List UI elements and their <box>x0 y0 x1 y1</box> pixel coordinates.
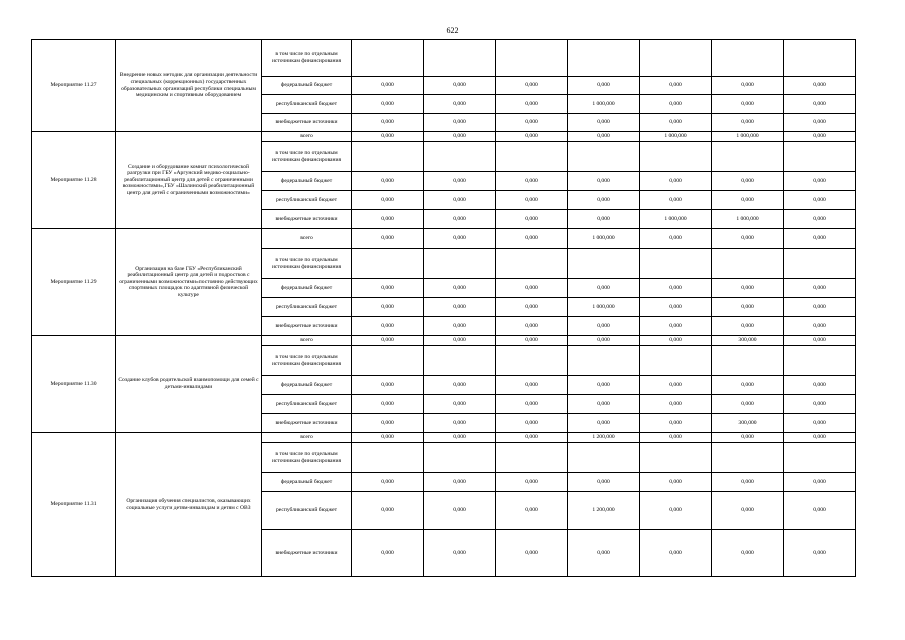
funding-source: федеральный бюджет <box>262 279 352 298</box>
table-row <box>32 40 856 77</box>
amount-cell: 0,000 <box>640 298 712 317</box>
amount-cell: 0,000 <box>712 317 784 336</box>
amount-cell: 0,000 <box>712 229 784 249</box>
amount-cell: 0,000 <box>424 492 496 530</box>
funding-source: республиканский бюджет <box>262 298 352 317</box>
amount-cell: 0,000 <box>352 95 424 114</box>
amount-cell: 0,000 <box>496 229 568 249</box>
funding-source: в том числе по отдельным источникам финансирования <box>262 249 352 279</box>
amount-cell: 0,000 <box>640 473 712 492</box>
amount-cell: 0,000 <box>424 530 496 577</box>
amount-cell: 0,000 <box>640 279 712 298</box>
amount-cell <box>784 249 856 279</box>
funding-source: федеральный бюджет <box>262 77 352 95</box>
amount-cell: 0,000 <box>424 77 496 95</box>
amount-cell: 1 000,000 <box>568 229 640 249</box>
amount-cell: 0,000 <box>784 95 856 114</box>
amount-cell: 0,000 <box>424 433 496 443</box>
funding-source: внебюджетные источники <box>262 114 352 132</box>
amount-cell <box>424 142 496 172</box>
amount-cell: 0,000 <box>784 229 856 249</box>
amount-cell: 0,000 <box>424 114 496 132</box>
amount-cell: 0,000 <box>496 492 568 530</box>
amount-cell: 0,000 <box>640 433 712 443</box>
amount-cell: 0,000 <box>496 132 568 142</box>
funding-source: республиканский бюджет <box>262 95 352 114</box>
amount-cell: 0,000 <box>496 530 568 577</box>
amount-cell: 0,000 <box>712 492 784 530</box>
amount-cell: 0,000 <box>640 317 712 336</box>
table-row <box>32 336 856 346</box>
amount-cell: 0,000 <box>640 492 712 530</box>
amount-cell: 0,000 <box>424 210 496 229</box>
amount-cell: 0,000 <box>424 191 496 210</box>
funding-source: в том числе по отдельным источникам финансирования <box>262 443 352 473</box>
amount-cell: 0,000 <box>352 317 424 336</box>
amount-cell <box>424 40 496 77</box>
amount-cell <box>496 142 568 172</box>
amount-cell <box>496 40 568 77</box>
amount-cell: 0,000 <box>424 395 496 414</box>
amount-cell <box>712 249 784 279</box>
amount-cell: 0,000 <box>568 376 640 395</box>
amount-cell: 0,000 <box>424 336 496 346</box>
amount-cell: 0,000 <box>784 132 856 142</box>
amount-cell: 0,000 <box>712 530 784 577</box>
amount-cell: 0,000 <box>424 172 496 191</box>
amount-cell: 0,000 <box>424 376 496 395</box>
amount-cell <box>640 346 712 376</box>
funding-source: федеральный бюджет <box>262 172 352 191</box>
amount-cell: 1 000,000 <box>568 95 640 114</box>
amount-cell: 0,000 <box>352 191 424 210</box>
amount-cell: 0,000 <box>352 395 424 414</box>
amount-cell: 0,000 <box>352 473 424 492</box>
measure-description: Внедрение новых методик для организации деятельности специальных (коррекционных) государственных образовательных организаций республики специальным медицинским и спортивным оборудованием <box>116 40 262 132</box>
amount-cell: 0,000 <box>712 433 784 443</box>
funding-source: внебюджетные источники <box>262 414 352 433</box>
amount-cell: 0,000 <box>352 77 424 95</box>
measure-code: Мероприятие 11.27 <box>32 40 116 132</box>
amount-cell: 0,000 <box>784 317 856 336</box>
amount-cell: 0,000 <box>712 376 784 395</box>
amount-cell: 1 000,000 <box>640 132 712 142</box>
amount-cell: 0,000 <box>496 298 568 317</box>
amount-cell: 0,000 <box>568 414 640 433</box>
amount-cell: 0,000 <box>352 530 424 577</box>
funding-source: всего <box>262 336 352 346</box>
amount-cell <box>424 249 496 279</box>
amount-cell: 0,000 <box>784 336 856 346</box>
amount-cell: 0,000 <box>568 132 640 142</box>
amount-cell: 0,000 <box>784 279 856 298</box>
measure-code: Мероприятие 11.30 <box>32 336 116 433</box>
amount-cell <box>352 443 424 473</box>
amount-cell: 0,000 <box>352 433 424 443</box>
amount-cell: 0,000 <box>712 95 784 114</box>
amount-cell: 0,000 <box>496 172 568 191</box>
amount-cell <box>424 443 496 473</box>
amount-cell <box>568 142 640 172</box>
amount-cell <box>640 142 712 172</box>
amount-cell <box>640 249 712 279</box>
amount-cell <box>352 249 424 279</box>
amount-cell <box>784 40 856 77</box>
amount-cell: 0,000 <box>640 395 712 414</box>
amount-cell: 1 000,000 <box>568 298 640 317</box>
amount-cell <box>640 443 712 473</box>
amount-cell <box>712 40 784 77</box>
amount-cell: 0,000 <box>640 114 712 132</box>
funding-source: всего <box>262 132 352 142</box>
amount-cell: 0,000 <box>784 414 856 433</box>
amount-cell: 0,000 <box>640 530 712 577</box>
amount-cell: 0,000 <box>496 336 568 346</box>
measure-code: Мероприятие 11.28 <box>32 132 116 229</box>
amount-cell <box>352 346 424 376</box>
amount-cell: 0,000 <box>352 279 424 298</box>
amount-cell: 1 200,000 <box>568 492 640 530</box>
amount-cell: 0,000 <box>496 279 568 298</box>
amount-cell: 0,000 <box>568 210 640 229</box>
amount-cell: 0,000 <box>784 492 856 530</box>
amount-cell: 0,000 <box>712 473 784 492</box>
amount-cell <box>496 249 568 279</box>
amount-cell <box>424 346 496 376</box>
amount-cell: 0,000 <box>352 414 424 433</box>
amount-cell <box>640 40 712 77</box>
amount-cell: 0,000 <box>352 210 424 229</box>
funding-source: внебюджетные источники <box>262 210 352 229</box>
amount-cell: 0,000 <box>712 191 784 210</box>
funding-source: внебюджетные источники <box>262 530 352 577</box>
amount-cell: 0,000 <box>784 376 856 395</box>
amount-cell: 1 000,000 <box>712 132 784 142</box>
table-row <box>32 229 856 249</box>
page-number: 622 <box>446 26 459 35</box>
amount-cell: 0,000 <box>640 376 712 395</box>
amount-cell: 0,000 <box>352 492 424 530</box>
amount-cell: 0,000 <box>712 279 784 298</box>
amount-cell: 0,000 <box>496 433 568 443</box>
amount-cell: 1 200,000 <box>568 433 640 443</box>
amount-cell <box>712 346 784 376</box>
amount-cell: 0,000 <box>352 336 424 346</box>
amount-cell: 0,000 <box>568 114 640 132</box>
measure-description: Организация на базе ГБУ «Республиканский реабилитационный центр для детей и подростков с ограниченными возможностями»постоянно действующих спортивных площадок по адаптивной физической культуре <box>116 229 262 336</box>
amount-cell: 0,000 <box>424 317 496 336</box>
amount-cell: 0,000 <box>640 77 712 95</box>
amount-cell: 0,000 <box>496 191 568 210</box>
amount-cell: 0,000 <box>496 376 568 395</box>
amount-cell: 0,000 <box>352 114 424 132</box>
amount-cell <box>784 443 856 473</box>
amount-cell: 1 000,000 <box>640 210 712 229</box>
measure-description: Создание и оборудование комнат психологической разгрузки при ГБУ «Аргунский медико-социально-реабилитационный центр для детей с ограниченными возможностями»,ГБУ «Шалинский реабилитационный центр для детей с ограниченными возможностями» <box>116 132 262 229</box>
amount-cell: 0,000 <box>352 172 424 191</box>
amount-cell <box>496 346 568 376</box>
amount-cell: 0,000 <box>784 395 856 414</box>
amount-cell <box>784 142 856 172</box>
amount-cell: 0,000 <box>784 473 856 492</box>
amount-cell: 0,000 <box>496 395 568 414</box>
amount-cell: 0,000 <box>712 298 784 317</box>
amount-cell: 0,000 <box>424 229 496 249</box>
amount-cell: 0,000 <box>640 414 712 433</box>
amount-cell: 0,000 <box>568 172 640 191</box>
funding-source: в том числе по отдельным источникам финансирования <box>262 142 352 172</box>
amount-cell: 0,000 <box>496 95 568 114</box>
measure-code: Мероприятие 11.29 <box>32 229 116 336</box>
amount-cell: 0,000 <box>424 95 496 114</box>
amount-cell <box>568 346 640 376</box>
amount-cell: 0,000 <box>784 530 856 577</box>
amount-cell: 300,000 <box>712 336 784 346</box>
amount-cell: 0,000 <box>712 395 784 414</box>
amount-cell: 0,000 <box>784 114 856 132</box>
amount-cell: 0,000 <box>640 229 712 249</box>
amount-cell: 1 000,000 <box>712 210 784 229</box>
amount-cell: 0,000 <box>568 473 640 492</box>
funding-source: в том числе по отдельным источникам финансирования <box>262 40 352 77</box>
funding-table <box>31 39 856 577</box>
amount-cell: 0,000 <box>784 210 856 229</box>
funding-source: федеральный бюджет <box>262 376 352 395</box>
amount-cell: 0,000 <box>424 279 496 298</box>
amount-cell <box>568 40 640 77</box>
amount-cell: 0,000 <box>352 229 424 249</box>
amount-cell: 0,000 <box>496 77 568 95</box>
measure-code: Мероприятие 11.31 <box>32 433 116 577</box>
amount-cell <box>496 443 568 473</box>
amount-cell <box>352 142 424 172</box>
funding-source: республиканский бюджет <box>262 492 352 530</box>
amount-cell <box>568 443 640 473</box>
amount-cell: 0,000 <box>568 317 640 336</box>
amount-cell <box>712 142 784 172</box>
amount-cell <box>352 40 424 77</box>
funding-source: республиканский бюджет <box>262 395 352 414</box>
amount-cell: 0,000 <box>424 473 496 492</box>
amount-cell: 0,000 <box>784 433 856 443</box>
amount-cell: 300,000 <box>712 414 784 433</box>
amount-cell: 0,000 <box>352 376 424 395</box>
amount-cell: 0,000 <box>712 77 784 95</box>
amount-cell: 0,000 <box>352 132 424 142</box>
amount-cell: 0,000 <box>784 172 856 191</box>
funding-source: всего <box>262 433 352 443</box>
amount-cell: 0,000 <box>640 95 712 114</box>
table-row <box>32 132 856 142</box>
table-row <box>32 433 856 443</box>
amount-cell: 0,000 <box>424 414 496 433</box>
amount-cell: 0,000 <box>424 298 496 317</box>
amount-cell: 0,000 <box>784 77 856 95</box>
amount-cell: 0,000 <box>424 132 496 142</box>
amount-cell <box>712 443 784 473</box>
amount-cell: 0,000 <box>568 395 640 414</box>
amount-cell: 0,000 <box>496 414 568 433</box>
amount-cell: 0,000 <box>496 210 568 229</box>
amount-cell: 0,000 <box>640 191 712 210</box>
amount-cell <box>784 346 856 376</box>
amount-cell: 0,000 <box>712 172 784 191</box>
measure-description: Создание клубов родительской взаимопомощи для семей с детьми-инвалидами <box>116 336 262 433</box>
funding-source: всего <box>262 229 352 249</box>
amount-cell: 0,000 <box>640 172 712 191</box>
amount-cell: 0,000 <box>712 114 784 132</box>
amount-cell: 0,000 <box>352 298 424 317</box>
funding-source: в том числе по отдельным источникам финансирования <box>262 346 352 376</box>
funding-source: республиканский бюджет <box>262 191 352 210</box>
amount-cell: 0,000 <box>496 473 568 492</box>
amount-cell: 0,000 <box>568 530 640 577</box>
funding-source: внебюджетные источники <box>262 317 352 336</box>
amount-cell: 0,000 <box>496 317 568 336</box>
amount-cell <box>568 249 640 279</box>
measure-description: Организация обучения специалистов, оказывающих социальные услуги детям-инвалидам и детям с ОВЗ <box>116 433 262 577</box>
amount-cell: 0,000 <box>640 336 712 346</box>
funding-source: федеральный бюджет <box>262 473 352 492</box>
amount-cell: 0,000 <box>568 191 640 210</box>
amount-cell: 0,000 <box>784 191 856 210</box>
amount-cell: 0,000 <box>568 77 640 95</box>
amount-cell: 0,000 <box>568 336 640 346</box>
amount-cell: 0,000 <box>496 114 568 132</box>
amount-cell: 0,000 <box>568 279 640 298</box>
amount-cell: 0,000 <box>784 298 856 317</box>
